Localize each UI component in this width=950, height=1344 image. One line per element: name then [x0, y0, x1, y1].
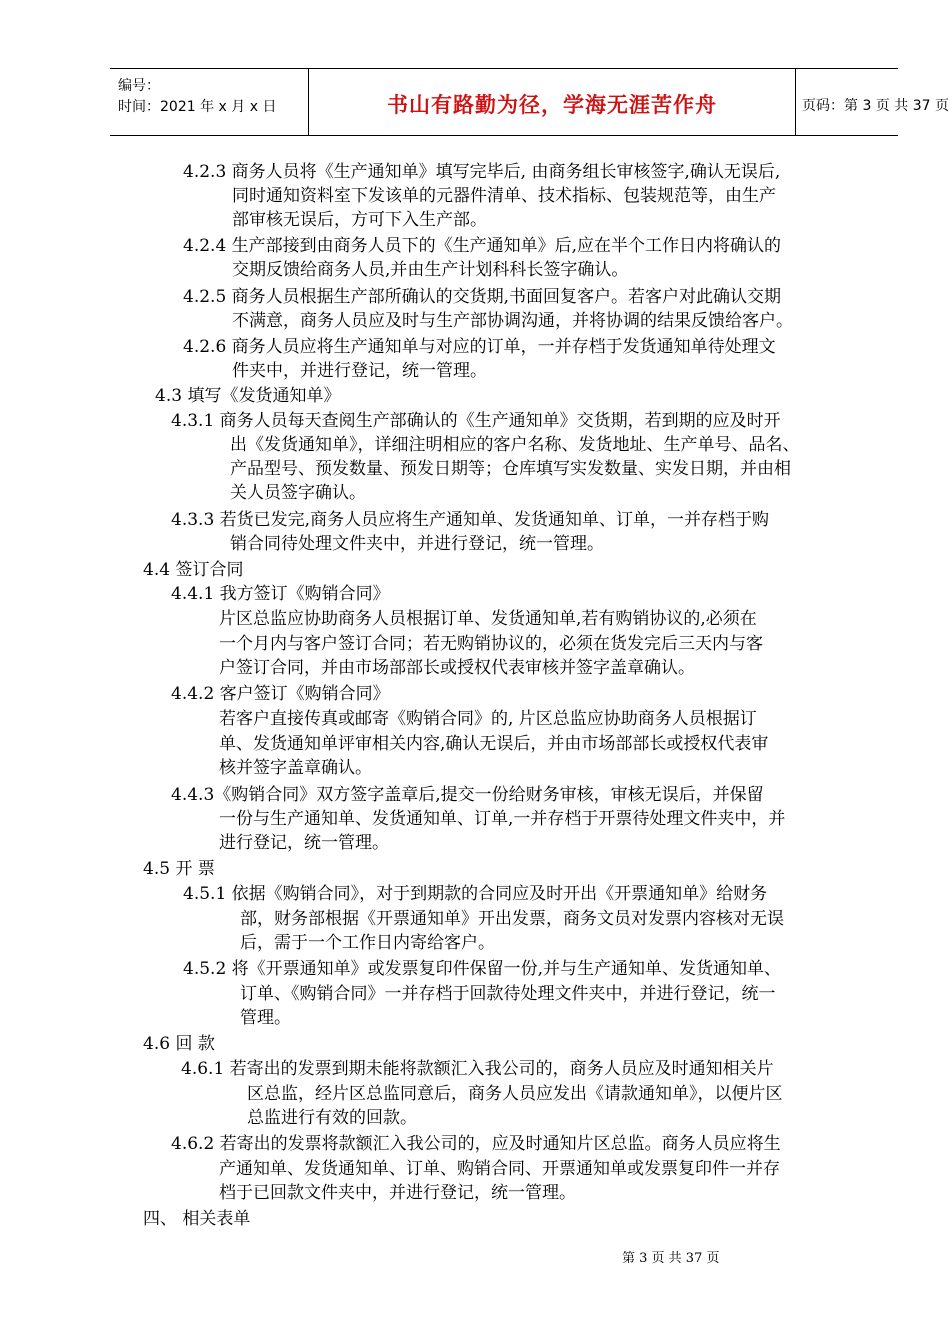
motto: 书山有路勤为径，学海无涯苦作舟 — [387, 93, 717, 117]
serial-label: 编号： — [118, 78, 160, 94]
header-page-info: 页码：第 3 页 共 37 页 — [802, 98, 949, 114]
page-footer: 第 3 页 共 37 页 — [622, 1251, 720, 1266]
text-line: 4.6.2 若寄出的发票将款额汇入我公司的，应及时通知片区总监。商务人员应将生 — [171, 1134, 781, 1154]
text-line: 单、发货通知单评审相关内容,确认无误后，并由市场部部长或授权代表审 — [219, 734, 769, 754]
text-line: 交期反馈给商务人员,并由生产计划科科长签字确认。 — [232, 260, 629, 280]
section-heading: 4.5 开 票 — [143, 859, 215, 879]
header-meta — [110, 69, 308, 135]
text-line: 关人员签字确认。 — [230, 483, 366, 503]
text-line: 4.3.1 商务人员每天查阅生产部确认的《生产通知单》交货期，若到期的应及时开 — [171, 411, 781, 431]
section-heading: 4.4 签订合同 — [143, 560, 244, 580]
text-line: 管理。 — [240, 1008, 291, 1028]
text-line: 4.6.1 若寄出的发票到期未能将款额汇入我公司的，商务人员应及时通知相关片 — [181, 1059, 774, 1079]
header-motto-cell — [308, 69, 796, 135]
text-line: 4.2.5 商务人员根据生产部所确认的交货期,书面回复客户。若客户对此确认交期 — [183, 287, 782, 307]
text-line: 户签订合同，并由市场部部长或授权代表审核并签字盖章确认。 — [219, 658, 695, 678]
text-line: 4.4.3《购销合同》双方签字盖章后,提交一份给财务审核，审核无误后，并保留 — [171, 785, 764, 805]
text-line: 产通知单、发货通知单、订单、购销合同、开票通知单或发票复印件一并存 — [219, 1159, 780, 1179]
text-line: 4.5.1 依据《购销合同》，对于到期款的合同应及时开出《开票通知单》给财务 — [183, 884, 768, 904]
text-line: 部审核无误后，方可下入生产部。 — [232, 210, 487, 230]
text-line: 销合同待处理文件夹中，并进行登记，统一管理。 — [230, 534, 604, 554]
header-page-cell — [794, 69, 949, 135]
text-line: 订单、《购销合同》一并存档于回款待处理文件夹中，并进行登记，统一 — [240, 984, 776, 1004]
page-header — [110, 68, 949, 136]
text-line: 部，财务部根据《开票通知单》开出发票，商务文员对发票内容核对无误 — [240, 909, 784, 929]
section-heading: 四、 相关表单 — [143, 1209, 251, 1229]
text-line: 4.5.2 将《开票通知单》或发票复印件保留一份,并与生产通知单、发货通知单、 — [183, 959, 782, 979]
section-heading: 4.6 回 款 — [143, 1034, 215, 1054]
text-line: 4.2.3 商务人员将《生产通知单》填写完毕后, 由商务组长审核签字,确认无误后, — [183, 162, 781, 182]
text-line: 区总监，经片区总监同意后，商务人员应发出《请款通知单》，以便片区 — [247, 1084, 783, 1104]
text-line: 档于已回款文件夹中，并进行登记，统一管理。 — [219, 1183, 576, 1203]
text-line: 后，需于一个工作日内寄给客户。 — [240, 933, 495, 953]
text-line: 一份与生产通知单、发货通知单、订单,一并存档于开票待处理文件夹中，并 — [219, 809, 786, 829]
text-line: 总监进行有效的回款。 — [247, 1108, 417, 1128]
subsection-heading: 4.4.1 我方签订《购销合同》 — [171, 584, 390, 604]
text-line: 出《发货通知单》，详细注明相应的客户名称、发货地址、生产单号、品名、 — [230, 435, 800, 455]
text-line: 产品型号、预发数量、预发日期等；仓库填写实发数量、实发日期，并由相 — [230, 459, 791, 479]
subsection-heading: 4.4.2 客户签订《购销合同》 — [171, 684, 390, 704]
text-line: 4.3.3 若货已发完,商务人员应将生产通知单、发货通知单、订单，一并存档于购 — [171, 510, 770, 530]
date-label: 时间：2021 年 x 月 x 日 — [118, 99, 277, 115]
text-line: 片区总监应协助商务人员根据订单、发货通知单,若有购销协议的,必须在 — [219, 609, 757, 629]
text-line: 一个月内与客户签订合同；若无购销协议的，必须在货发完后三天内与客 — [219, 634, 763, 654]
text-line: 4.2.6 商务人员应将生产通知单与对应的订单，一并存档于发货通知单待处理文 — [183, 337, 776, 357]
text-line: 进行登记，统一管理。 — [219, 833, 389, 853]
text-line: 核并签字盖章确认。 — [219, 758, 372, 778]
text-line: 同时通知资料室下发该单的元器件清单、技术指标、包装规范等，由生产 — [232, 186, 776, 206]
text-line: 若客户直接传真或邮寄《购销合同》的, 片区总监应协助商务人员根据订 — [219, 709, 757, 729]
text-line: 不满意，商务人员应及时与生产部协调沟通，并将协调的结果反馈给客户。 — [232, 311, 793, 331]
text-line: 4.2.4 生产部接到由商务人员下的《生产通知单》后,应在半个工作日内将确认的 — [183, 236, 782, 256]
text-line: 件夹中，并进行登记，统一管理。 — [232, 361, 487, 381]
section-heading: 4.3 填写《发货通知单》 — [155, 386, 341, 406]
